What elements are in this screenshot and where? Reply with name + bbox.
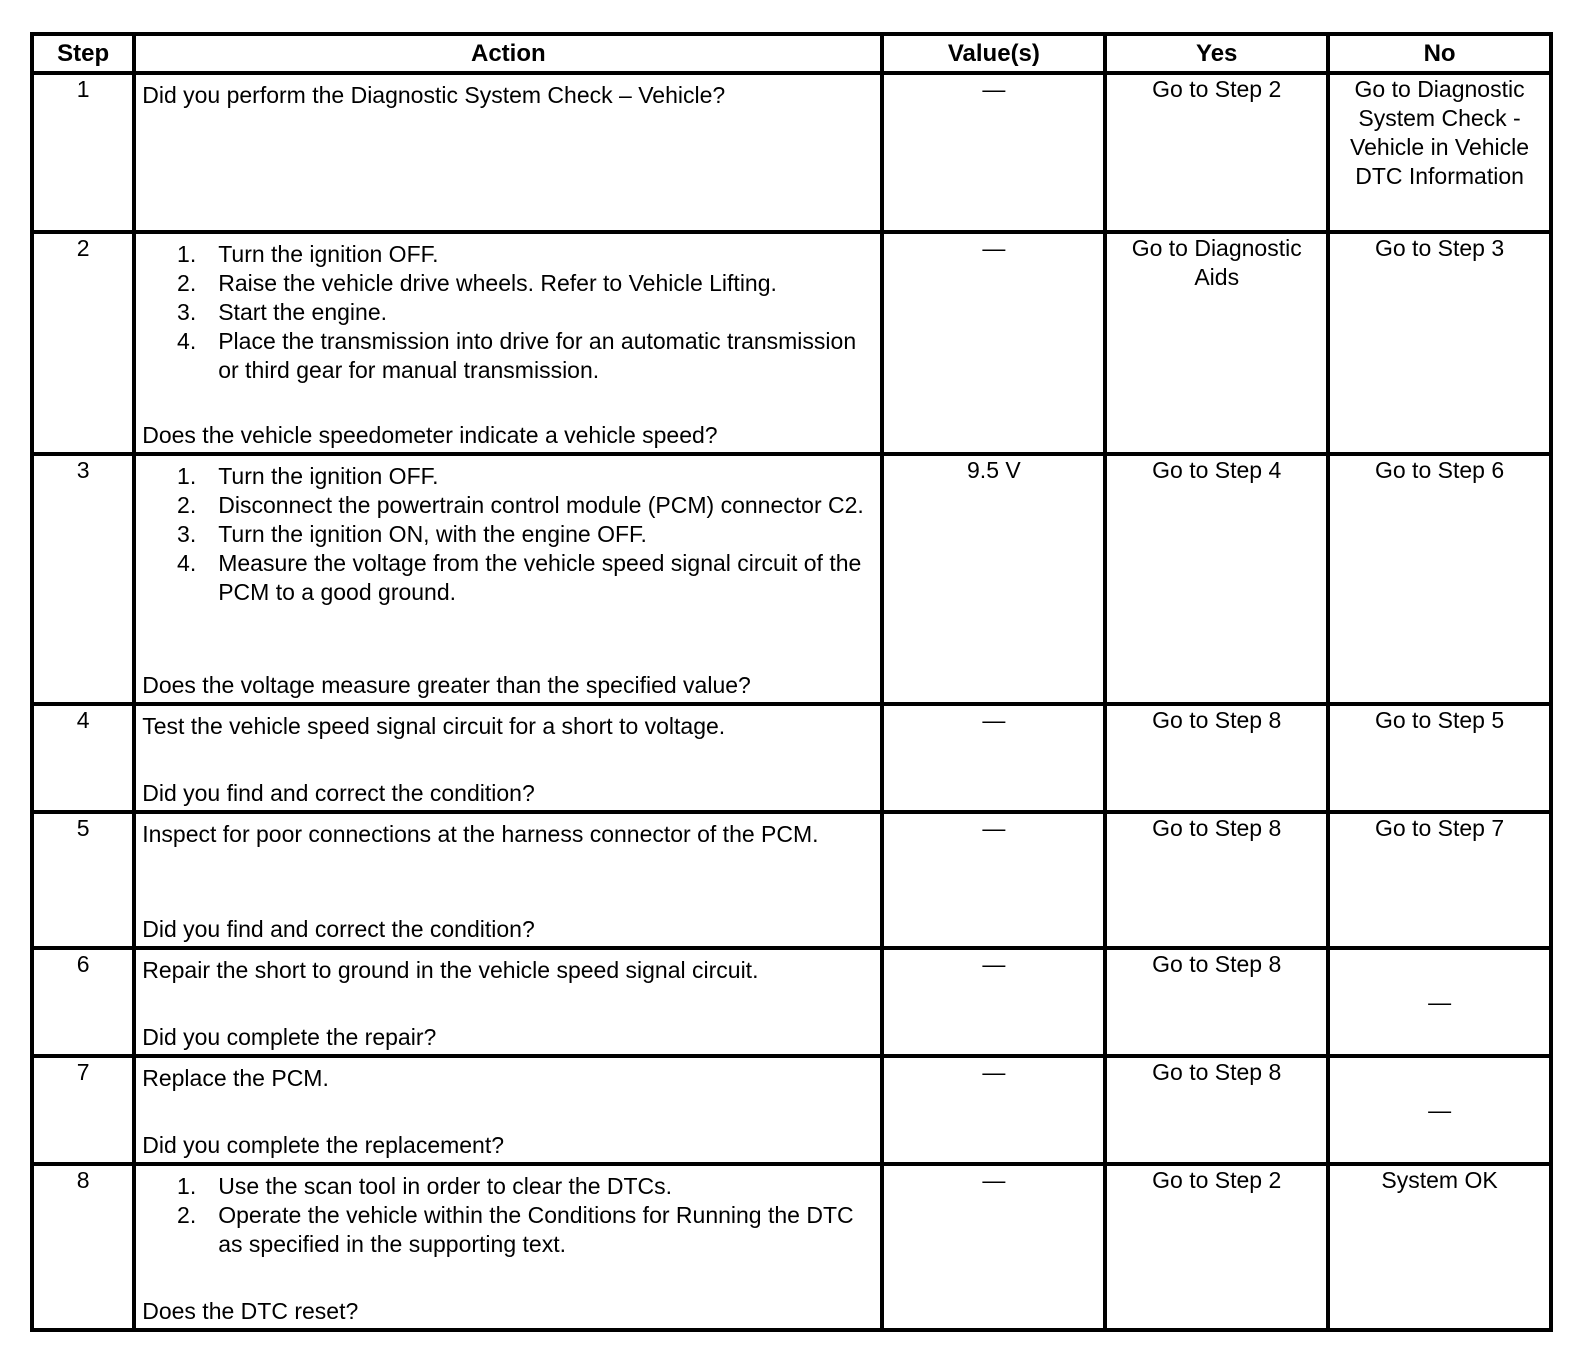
diagnostic-table	[30, 32, 1553, 1332]
action-cell	[134, 232, 882, 454]
action-steps-list	[142, 240, 874, 385]
list-item	[142, 269, 874, 298]
no-cell	[1328, 73, 1551, 232]
step-number: 5	[32, 812, 134, 948]
action-question: Does the DTC reset?	[142, 1298, 359, 1324]
list-item-number: 2.	[177, 1202, 197, 1228]
no-cell	[1328, 948, 1551, 1056]
table-row	[32, 73, 1551, 232]
no-text-line: System Check -	[1358, 105, 1521, 131]
yes-text-line: Go to Step 8	[1152, 815, 1282, 841]
header-no: No	[1328, 34, 1551, 73]
list-item	[142, 240, 874, 269]
no-cell	[1328, 1056, 1551, 1164]
value-cell: —	[882, 1164, 1105, 1330]
step-number: 6	[32, 948, 134, 1056]
action-question: Did you find and correct the condition?	[142, 916, 535, 942]
action-question: Did you find and correct the condition?	[142, 780, 535, 806]
header-row	[32, 34, 1551, 73]
header-action: Action	[134, 34, 882, 73]
step-number: 7	[32, 1056, 134, 1164]
value-cell: 9.5 V	[882, 454, 1105, 704]
yes-text-line: Aids	[1194, 264, 1240, 290]
no-cell	[1328, 704, 1551, 812]
action-cell	[134, 812, 882, 948]
list-item-number: 1.	[177, 463, 197, 489]
table-row	[32, 232, 1551, 454]
header-yes: Yes	[1105, 34, 1328, 73]
no-text-line: —	[1428, 1096, 1452, 1123]
action-cell	[134, 73, 882, 232]
yes-text-line: Go to Step 8	[1152, 707, 1282, 733]
list-item-number: 1.	[177, 1173, 197, 1199]
yes-cell	[1105, 704, 1328, 812]
list-item-text: Turn the ignition OFF.	[218, 463, 439, 489]
value-cell: —	[882, 73, 1105, 232]
action-steps-list	[142, 462, 874, 607]
list-item-number: 3.	[177, 521, 197, 547]
action-cell	[134, 1164, 882, 1330]
no-text-line: Vehicle in Vehicle	[1350, 134, 1530, 160]
table-row	[32, 1164, 1551, 1330]
action-intro: Did you perform the Diagnostic System Check – Vehicle?	[142, 82, 726, 108]
action-steps-list	[142, 1172, 874, 1259]
table-row	[32, 948, 1551, 1056]
list-item-text: Start the engine.	[218, 299, 388, 325]
list-item	[142, 327, 874, 385]
no-cell	[1328, 454, 1551, 704]
action-question: Does the vehicle speedometer indicate a vehicle speed?	[142, 422, 718, 448]
action-intro: Inspect for poor connections at the harness connector of the PCM.	[142, 821, 819, 847]
list-item	[142, 462, 874, 491]
step-number: 3	[32, 454, 134, 704]
list-item-text: Turn the ignition OFF.	[218, 241, 439, 267]
action-cell	[134, 454, 882, 704]
action-question: Does the voltage measure greater than the specified value?	[142, 672, 751, 698]
action-cell	[134, 948, 882, 1056]
yes-cell	[1105, 812, 1328, 948]
yes-cell	[1105, 1056, 1328, 1164]
yes-text-line: Go to Step 8	[1152, 951, 1282, 977]
action-question: Did you complete the replacement?	[142, 1132, 505, 1158]
list-item-text: Use the scan tool in order to clear the DTCs.	[218, 1173, 673, 1199]
no-text-line: DTC Information	[1355, 163, 1524, 189]
no-text-line: Go to Diagnostic	[1354, 76, 1525, 102]
list-item-number: 4.	[177, 328, 197, 354]
yes-cell	[1105, 73, 1328, 232]
no-cell	[1328, 812, 1551, 948]
value-cell: —	[882, 1056, 1105, 1164]
list-item-number: 2.	[177, 492, 197, 518]
table-row	[32, 704, 1551, 812]
no-text-line: Go to Step 7	[1374, 815, 1505, 841]
value-cell: —	[882, 948, 1105, 1056]
yes-cell	[1105, 232, 1328, 454]
yes-cell	[1105, 948, 1328, 1056]
value-cell: —	[882, 812, 1105, 948]
list-item	[142, 298, 874, 327]
no-text-line: System OK	[1381, 1167, 1498, 1193]
no-text-line: Go to Step 6	[1374, 457, 1505, 483]
list-item	[142, 1172, 874, 1201]
table-row	[32, 812, 1551, 948]
no-cell	[1328, 1164, 1551, 1330]
header-step: Step	[32, 34, 134, 73]
step-number: 8	[32, 1164, 134, 1330]
list-item-text: Disconnect the powertrain control module (PCM) connector C2.	[218, 492, 864, 518]
no-cell	[1328, 232, 1551, 454]
list-item-number: 2.	[177, 270, 197, 296]
action-question: Did you complete the repair?	[142, 1024, 437, 1050]
list-item-number: 4.	[177, 550, 197, 576]
step-number: 1	[32, 73, 134, 232]
step-number: 4	[32, 704, 134, 812]
no-text-line: —	[1428, 988, 1452, 1015]
yes-text-line: Go to Step 2	[1152, 1167, 1282, 1193]
list-item-number: 3.	[177, 299, 197, 325]
table-row	[32, 1056, 1551, 1164]
action-cell	[134, 1056, 882, 1164]
list-item	[142, 520, 874, 549]
list-item-text: Measure the voltage from the vehicle speed signal circuit of the PCM to a good ground.	[218, 550, 862, 605]
yes-cell	[1105, 454, 1328, 704]
action-intro: Test the vehicle speed signal circuit for a short to voltage.	[142, 713, 726, 739]
list-item-text: Place the transmission into drive for an automatic transmission or third gear for manual transmission.	[218, 328, 857, 383]
action-intro: Replace the PCM.	[142, 1065, 329, 1091]
list-item-text: Turn the ignition ON, with the engine OFF.	[218, 521, 647, 547]
list-item-text: Operate the vehicle within the Conditions for Running the DTC as specified in the supporting text.	[218, 1202, 854, 1257]
list-item-text: Raise the vehicle drive wheels. Refer to Vehicle Lifting.	[218, 270, 777, 296]
list-item-number: 1.	[177, 241, 197, 267]
value-cell: —	[882, 232, 1105, 454]
header-value: Value(s)	[882, 34, 1105, 73]
action-intro: Repair the short to ground in the vehicle speed signal circuit.	[142, 957, 759, 983]
yes-cell	[1105, 1164, 1328, 1330]
no-text-line: Go to Step 3	[1374, 235, 1505, 261]
action-cell	[134, 704, 882, 812]
yes-text-line: Go to Diagnostic	[1131, 235, 1302, 261]
yes-text-line: Go to Step 8	[1152, 1059, 1282, 1085]
no-text-line: Go to Step 5	[1374, 707, 1505, 733]
list-item	[142, 491, 874, 520]
yes-text-line: Go to Step 2	[1152, 76, 1282, 102]
table-row	[32, 454, 1551, 704]
list-item	[142, 549, 874, 607]
yes-text-line: Go to Step 4	[1152, 457, 1282, 483]
step-number: 2	[32, 232, 134, 454]
list-item	[142, 1201, 874, 1259]
value-cell: —	[882, 704, 1105, 812]
